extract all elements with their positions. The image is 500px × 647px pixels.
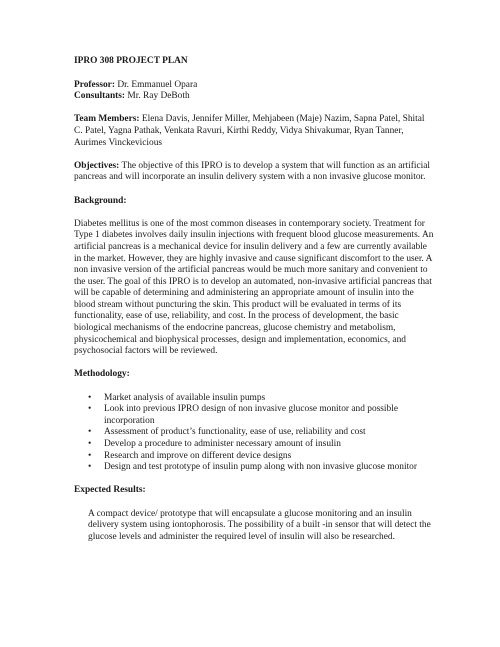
list-item: • Assessment of product’s functionality, ease of use, reliability and cost <box>88 427 366 438</box>
bullet-icon: • <box>88 392 92 403</box>
document-body <box>74 56 434 543</box>
bullet-icon: • <box>88 427 92 438</box>
methodology-list <box>74 393 434 474</box>
objectives-line <box>74 161 434 184</box>
team-value: Elena Davis, Jennifer Miller, Mehjabeen (Maje) Nazim, Sapna Patel, Shital C. Patel, Yagna Pathak, Venkata Ravuri, Kirthi Reddy, Vidya Shivakumar, Ryan Tanner, Aurimes Vinckevicious <box>74 114 425 148</box>
methodology-heading: Methodology: <box>74 369 130 380</box>
consultants-label: Consultants: <box>74 91 126 102</box>
professor-line <box>74 80 434 92</box>
bullet-icon: • <box>88 439 92 449</box>
list-item: • Develop a procedure to administer necessary amount of insulin <box>88 439 341 449</box>
team-label: Team Members: <box>74 114 140 125</box>
expected-results-text: A compact device/ prototype that will encapsulate a glucose monitoring and an insulin delivery system using iontophorosis. The possibility of a built -in sensor that will detect the glucose levels and administer the required level of insulin will also be researched. <box>88 508 431 542</box>
team-line <box>74 114 434 149</box>
document-title: IPRO 308 PROJECT PLAN <box>74 56 188 66</box>
consultants-line <box>74 91 434 103</box>
list-item: • Look into previous IPRO design of non invasive glucose monitor and possible incorporation <box>88 404 398 426</box>
objectives-value: The objective of this IPRO is to develop a system that will function as an artificial pancreas and will incorporate an insulin delivery system with a non invasive glucose monitor. <box>74 160 430 183</box>
bullet-icon: • <box>88 462 92 473</box>
bullet-icon: • <box>88 404 92 415</box>
list-item: • Research and improve on different device designs <box>88 450 292 461</box>
background-text: Diabetes mellitus is one of the most common diseases in contemporary society. Treatment for Type 1 diabetes involves daily insulin injections with frequent blood glucose measurements. An artificial pancreas is a mechanical device for insulin delivery and a few are currently available in the market. However, they are highly invasive and cause significant discomfort to the user. A non invasive version of the artificial pancreas would be much more sanitary and convenient to the user. The goal of this IPRO is to develop an automated, non-invasive artificial pancreas that will be capable of determining and administering an appropriate amount of insulin into the blood stream without puncturing the skin. This product will be evaluated in terms of its functionality, ease of use, reliability, and cost. In the process of development, the basic biological mechanisms of the endocrine pancreas, glucose chemistry and metabolism, physicochemical and biophysical processes, design and implementation, economics, and psychosocial factors will be reviewed. <box>74 218 434 357</box>
professor-value: Dr. Emmanuel Opara <box>114 79 198 90</box>
background-heading: Background: <box>74 195 127 206</box>
list-item: • Design and test prototype of insulin pump along with non invasive glucose monitor <box>88 462 417 473</box>
expected-results-heading: Expected Results: <box>74 485 146 496</box>
objectives-label: Objectives: <box>74 160 120 171</box>
professor-label: Professor: <box>74 79 115 90</box>
consultants-value: Mr. Ray DeBoth <box>125 91 190 102</box>
list-item: • Market analysis of available insulin pumps <box>88 392 266 403</box>
bullet-icon: • <box>88 450 92 461</box>
